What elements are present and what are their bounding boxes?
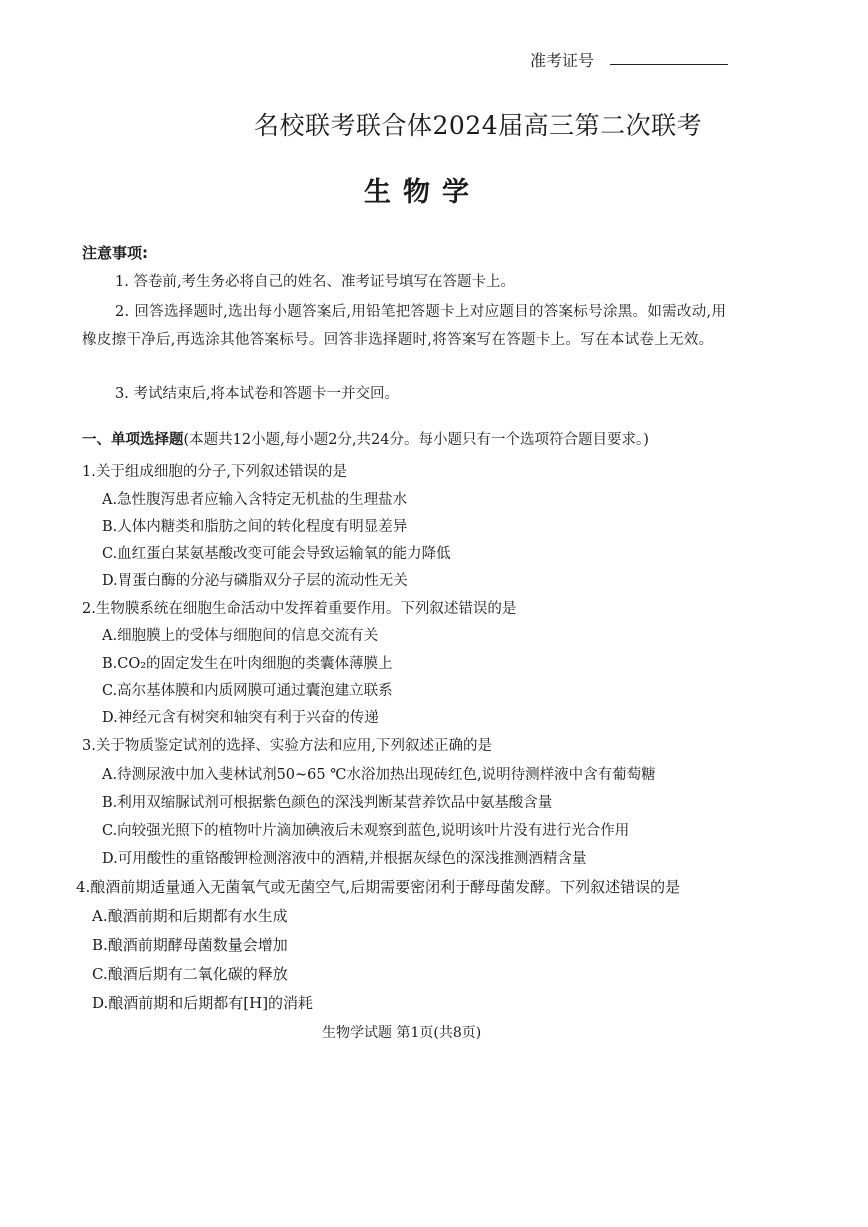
section-description: (本题共12小题,每小题2分,共24分。每小题只有一个选项符合题目要求。) [183,432,649,448]
exam-title: 名校联考联合体2024届高三第二次联考 [254,111,703,140]
question-4-option-c: C.酿酒后期有二氧化碳的释放 [92,965,288,983]
question-3-stem: 3.关于物质鉴定试剂的选择、实验方法和应用,下列叙述正确的是 [82,738,492,754]
question-1-option-a: A.急性腹泻患者应输入含特定无机盐的生理盐水 [102,492,408,508]
note-item-3: 3. 考试结束后,将本试卷和答题卡一并交回。 [115,386,400,402]
question-3-option-b: B.利用双缩脲试剂可根据紫色颜色的深浅判断某营养饮品中氨基酸含量 [102,795,553,811]
section-title: 一、单项选择题 [82,432,184,448]
section-header [82,428,649,449]
question-2-option-a: A.细胞膜上的受体与细胞间的信息交流有关 [102,628,379,644]
question-2-stem: 2.生物膜系统在细胞生命活动中发挥着重要作用。下列叙述错误的是 [82,601,517,617]
question-1-option-b: B.人体内糖类和脂肪之间的转化程度有明显差异 [102,519,408,535]
question-4-option-b: B.酿酒前期酵母菌数量会增加 [92,936,288,954]
question-4-stem: 4.酿酒前期适量通入无菌氧气或无菌空气,后期需要密闭利于酵母菌发酵。下列叙述错误的是 [76,878,681,896]
question-3-option-d: D.可用酸性的重铬酸钾检测溶液中的酒精,并根据灰绿色的深浅推测酒精含量 [102,851,587,867]
notes-heading: 注意事项: [82,244,148,262]
question-2-option-d: D.神经元含有树突和轴突有利于兴奋的传递 [102,710,379,726]
question-3-option-a: A.待测尿液中加入斐林试剂50~65 ℃水浴加热出现砖红色,说明待测样液中含有葡萄糖 [102,767,656,783]
page-footer: 生物学试题 第1页(共8页) [322,1025,482,1041]
note-item-1: 1. 答卷前,考生务必将自己的姓名、准考证号填写在答题卡上。 [115,274,516,290]
note-item-2: 2. 回答选择题时,选出每小题答案后,用铅笔把答题卡上对应题目的答案标号涂黑。如需改动,用橡皮擦干净后,再选涂其他答案标号。回答非选择题时,将答案写在答题卡上。写在本试卷上无效。 [82,304,727,348]
subject-title: 生物学 [364,177,481,208]
question-1-option-c: C.血红蛋白某氨基酸改变可能会导致运输氧的能力降低 [102,546,451,562]
question-2-option-b: B.CO₂的固定发生在叶肉细胞的类囊体薄膜上 [102,656,393,672]
exam-id-label: 准考证号 [530,51,595,70]
question-2-option-c: C.高尔基体膜和内质网膜可通过囊泡建立联系 [102,683,393,699]
question-3-option-c: C.向较强光照下的植物叶片滴加碘液后未观察到蓝色,说明该叶片没有进行光合作用 [102,823,630,839]
question-1-option-d: D.胃蛋白酶的分泌与磷脂双分子层的流动性无关 [102,573,408,589]
question-4-option-a: A.酿酒前期和后期都有水生成 [92,907,288,925]
question-1-stem: 1.关于组成细胞的分子,下列叙述错误的是 [82,464,347,480]
question-4-option-d: D.酿酒前期和后期都有[H]的消耗 [92,994,314,1012]
exam-id-blank-line [610,64,728,65]
